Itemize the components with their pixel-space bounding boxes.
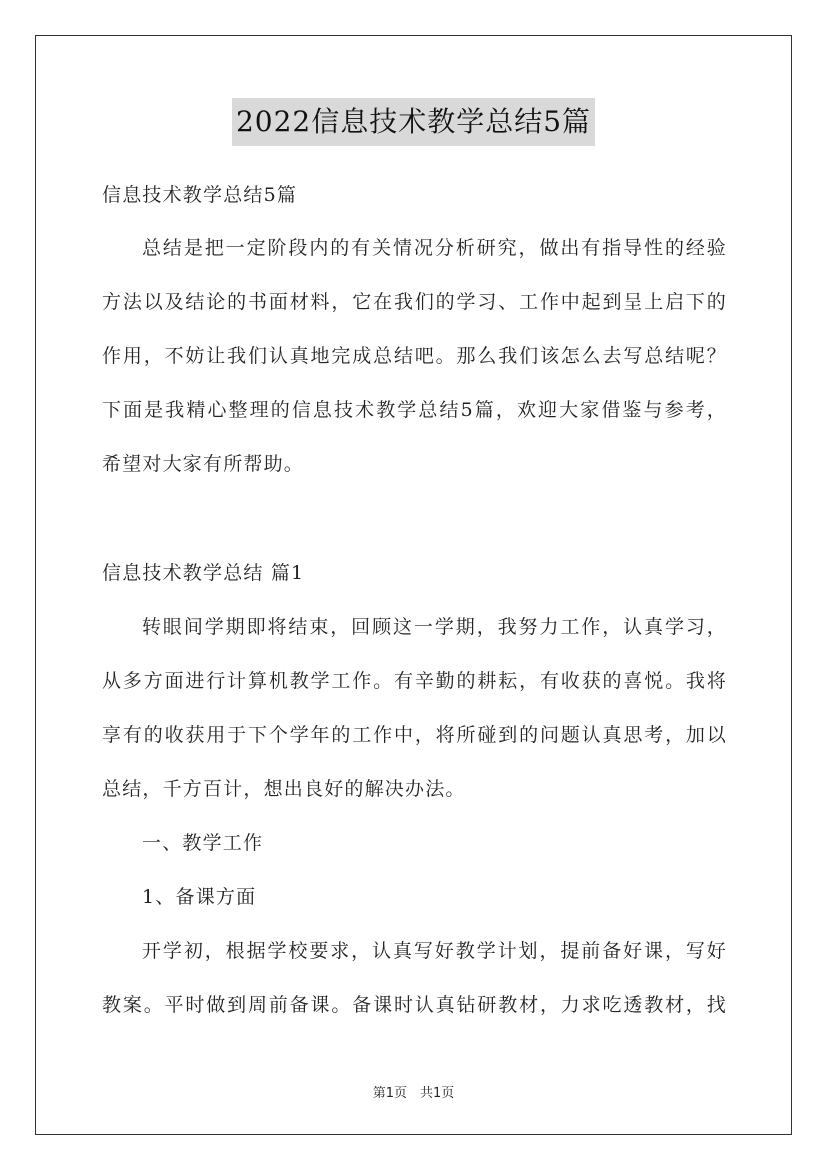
section1-heading: 信息技术教学总结 篇1 bbox=[102, 562, 305, 584]
intro-line-3: 作用，不妨让我们认真地完成总结吧。那么我们该怎么去写总结呢？ bbox=[102, 345, 727, 367]
heading-teaching: 一、教学工作 bbox=[142, 832, 264, 854]
section1-line-2: 从多方面进行计算机教学工作。有辛勤的耕耘，有收获的喜悦。我将 bbox=[102, 670, 727, 692]
prep-line-1: 开学初，根据学校要求，认真写好教学计划，提前备好课，写好 bbox=[142, 940, 727, 962]
section1-line-4: 总结，千方百计，想出良好的解决办法。 bbox=[102, 778, 466, 800]
section1-line-3: 享有的收获用于下个学年的工作中，将所碰到的问题认真思考，加以 bbox=[102, 724, 727, 746]
intro-line-2: 方法以及结论的书面材料，它在我们的学习、工作中起到呈上启下的 bbox=[102, 291, 727, 313]
subtitle: 信息技术教学总结5篇 bbox=[102, 184, 298, 206]
page-footer: 第1页 共1页 bbox=[372, 1086, 455, 1101]
section1-line-1: 转眼间学期即将结束，回顾这一学期，我努力工作，认真学习， bbox=[142, 616, 727, 638]
heading-prep: 1、备课方面 bbox=[142, 886, 257, 908]
intro-line-5: 希望对大家有所帮助。 bbox=[102, 453, 305, 475]
intro-line-1: 总结是把一定阶段内的有关情况分析研究，做出有指导性的经验 bbox=[142, 237, 727, 259]
title-container bbox=[0, 98, 827, 146]
prep-line-2: 教案。平时做到周前备课。备课时认真钻研教材，力求吃透教材，找 bbox=[102, 994, 727, 1016]
intro-line-4: 下面是我精心整理的信息技术教学总结5篇，欢迎大家借鉴与参考， bbox=[102, 399, 727, 421]
document-title: 2022信息技术教学总结5篇 bbox=[232, 98, 595, 146]
